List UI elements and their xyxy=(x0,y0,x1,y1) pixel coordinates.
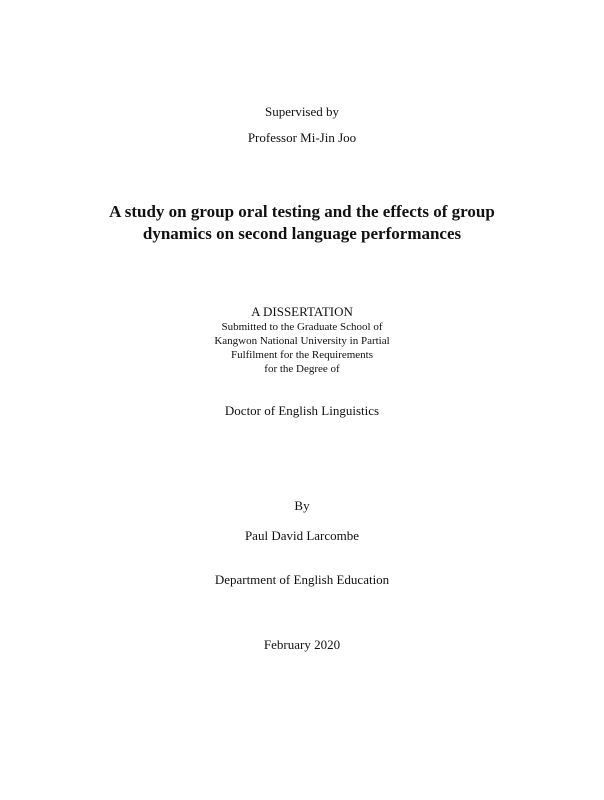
by-label: By xyxy=(294,498,310,513)
supervisor-name: Professor Mi-Jin Joo xyxy=(247,130,357,145)
author-name: Paul David Larcombe xyxy=(244,528,360,543)
submission-statement-line: Kangwon National University in Partial xyxy=(214,335,390,347)
degree-name: Doctor of English Linguistics xyxy=(224,403,380,418)
submission-statement-line: for the Degree of xyxy=(264,363,340,375)
thesis-title-line-1: A study on group oral testing and the effects of group xyxy=(109,202,495,221)
submission-statement-line: Fulfilment for the Requirements xyxy=(230,349,374,361)
submission-date: February 2020 xyxy=(263,637,341,652)
supervised-by-label: Supervised by xyxy=(264,104,340,119)
department-name: Department of English Education xyxy=(214,572,390,587)
thesis-title-line-2: dynamics on second language performances xyxy=(142,224,462,243)
dissertation-heading: A DISSERTATION xyxy=(251,304,353,319)
submission-statement-line: Submitted to the Graduate School of xyxy=(221,321,383,333)
